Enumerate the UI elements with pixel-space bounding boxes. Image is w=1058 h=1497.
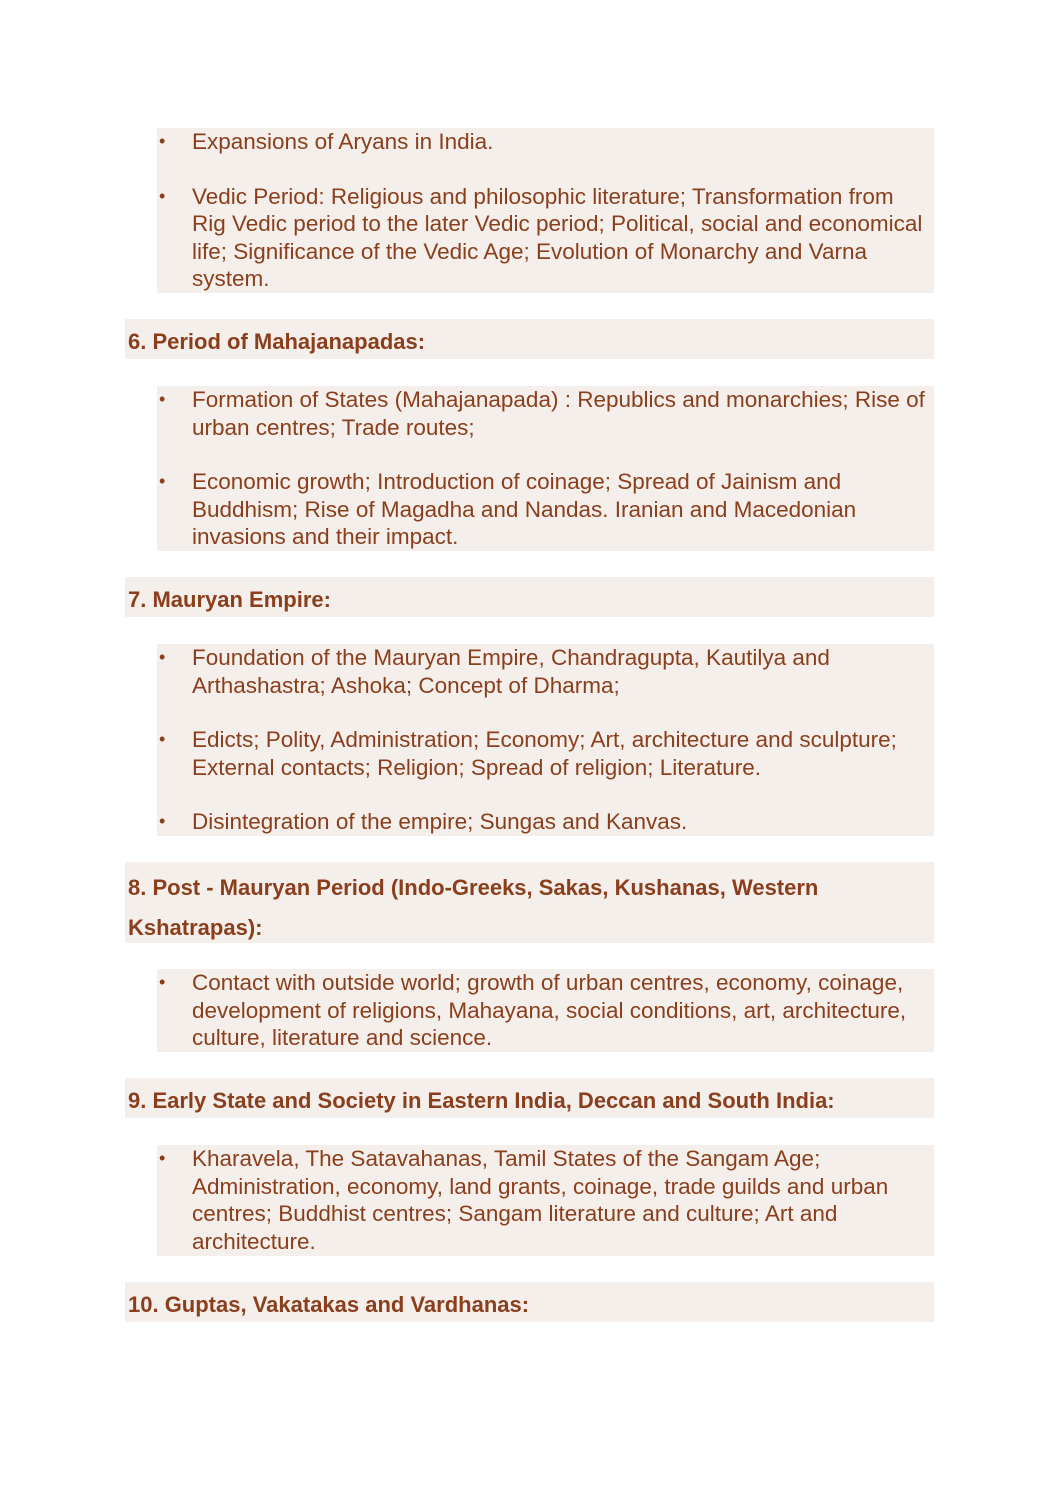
bullet-icon: •	[159, 729, 166, 749]
list-item-text: Vedic Period: Religious and philosophic literature; Transformation from Rig Vedic period to the later Vedic period; Political, social and economical life; Significance of the Vedic Age; Evolution of Monarchy and Varna system.	[192, 183, 923, 291]
list-item-text: Formation of States (Mahajanapada) : Republics and monarchies; Rise of urban centres; Trade routes;	[192, 387, 925, 440]
section-9-list-block	[157, 1145, 934, 1256]
vedic-list-block	[157, 128, 934, 293]
bullet-icon: •	[159, 131, 166, 151]
bullet-list	[157, 386, 934, 551]
list-item	[157, 468, 934, 551]
list-item	[157, 726, 934, 781]
bullet-list	[157, 969, 934, 1052]
list-item-text: Disintegration of the empire; Sungas and Kanvas.	[192, 809, 688, 834]
section-heading: 6. Period of Mahajanapadas:	[128, 329, 426, 354]
list-item-text: Economic growth; Introduction of coinage; Spread of Jainism and Buddhism; Rise of Magadha and Nandas. Iranian and Macedonian invasions and their impact.	[192, 469, 857, 549]
section-9-heading-block	[125, 1078, 934, 1118]
bullet-list	[157, 1145, 934, 1255]
list-item	[157, 386, 934, 441]
bullet-list	[157, 128, 934, 293]
bullet-icon: •	[159, 972, 166, 992]
section-heading: 10. Guptas, Vakatakas and Vardhanas:	[128, 1292, 530, 1317]
bullet-icon: •	[159, 185, 166, 206]
bullet-icon: •	[159, 1148, 166, 1168]
bullet-icon: •	[159, 389, 166, 409]
list-item	[157, 1145, 934, 1255]
section-6-list-block	[157, 386, 934, 551]
list-item	[157, 808, 934, 836]
section-heading: 9. Early State and Society in Eastern India, Deccan and South India:	[128, 1088, 835, 1113]
bullet-list	[157, 644, 934, 836]
section-10-heading-block	[125, 1282, 934, 1322]
section-7-heading-block	[125, 577, 934, 617]
bullet-icon: •	[159, 811, 166, 831]
bullet-icon: •	[159, 471, 166, 491]
list-item-text: Kharavela, The Satavahanas, Tamil States of the Sangam Age; Administration, economy, land grants, coinage, trade guilds and urban centres; Buddhist centres; Sangam literature and culture; Art and architecture.	[192, 1146, 889, 1254]
list-item-text: Expansions of Aryans in India.	[192, 129, 494, 154]
bullet-icon: •	[159, 647, 166, 667]
section-7-list-block	[157, 644, 934, 836]
list-item	[157, 128, 934, 156]
section-heading: 7. Mauryan Empire:	[128, 587, 331, 612]
section-8-heading-block	[125, 862, 934, 943]
section-6-heading-block	[125, 319, 934, 359]
list-item	[157, 644, 934, 699]
list-item	[157, 183, 934, 293]
list-item-text: Edicts; Polity, Administration; Economy; Art, architecture and sculpture; External contacts; Religion; Spread of religion; Literature.	[192, 727, 897, 780]
section-8-list-block	[157, 969, 934, 1052]
list-item-text: Contact with outside world; growth of urban centres, economy, coinage, development of religions, Mahayana, social conditions, art, architecture, culture, literature and science.	[192, 970, 907, 1050]
list-item	[157, 969, 934, 1052]
list-item-text: Foundation of the Mauryan Empire, Chandragupta, Kautilya and Arthashastra; Ashoka; Concept of Dharma;	[192, 645, 830, 698]
section-heading: 8. Post - Mauryan Period (Indo-Greeks, Sakas, Kushanas, Western Kshatrapas):	[128, 875, 819, 940]
